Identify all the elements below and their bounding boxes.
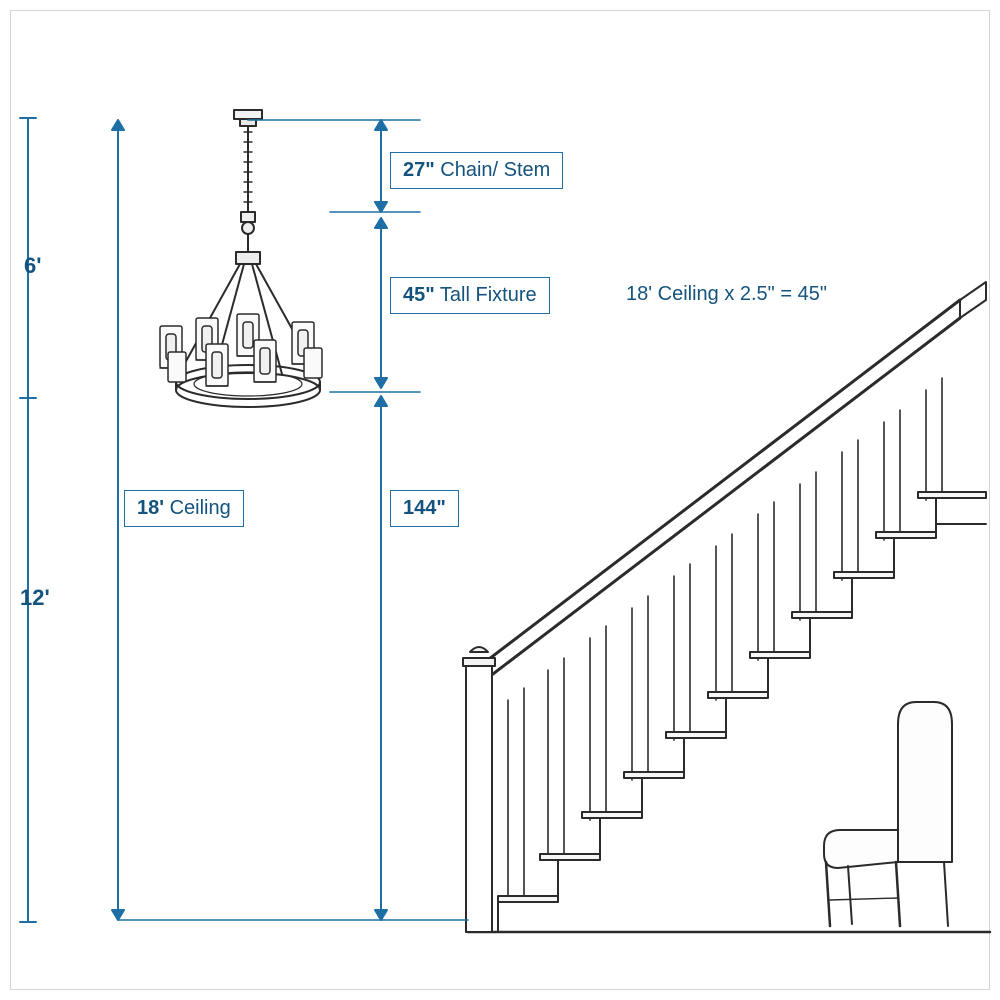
dimension-upper-6ft: 6' <box>24 253 42 278</box>
label-tall-fixture-value: 45" <box>403 284 435 306</box>
label-drop-height <box>390 490 459 527</box>
ceiling-formula-note: 18' Ceiling x 2.5" = 45" <box>626 283 827 305</box>
label-tall-fixture <box>390 277 550 314</box>
label-ceiling-height-text: Ceiling <box>164 497 231 519</box>
label-ceiling-height <box>124 490 244 527</box>
chandelier-icon <box>160 110 322 407</box>
dimension-lower-12ft: 12' <box>20 585 50 610</box>
label-tall-fixture-text: Tall Fixture <box>434 284 537 306</box>
label-ceiling-height-value: 18' <box>137 497 165 519</box>
label-chain-stem-value: 27" <box>403 159 435 181</box>
label-chain-stem <box>390 152 563 189</box>
label-chain-stem-text: Chain/ Stem <box>434 159 551 181</box>
chair-icon <box>824 702 952 926</box>
label-drop-height-value: 144" <box>403 497 446 519</box>
